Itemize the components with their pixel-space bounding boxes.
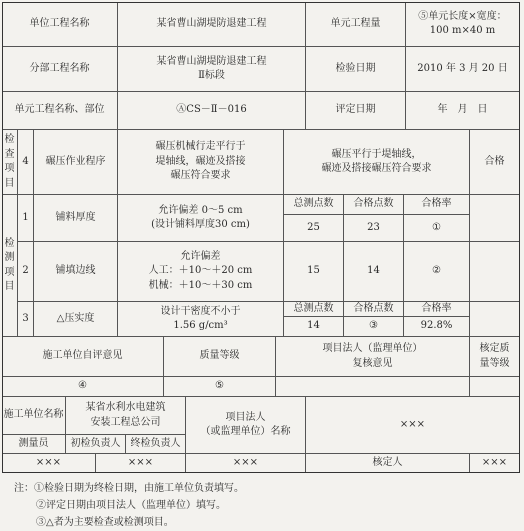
note-line: ③△者为主要检查或检测项目。 bbox=[36, 517, 174, 528]
verified-grade-header: 核定质 量等级 bbox=[470, 337, 520, 377]
note-line: ②评定日期由项目法人（监理单位）填写。 bbox=[36, 500, 226, 511]
element-quantity-label: 单元工程量 bbox=[306, 2, 406, 47]
test-total-value: 15 bbox=[284, 242, 344, 302]
header-pass-points: 合格点数 bbox=[344, 195, 404, 215]
first-inspector-label: 初检负责人 bbox=[66, 435, 126, 454]
inspection-date-label: 检验日期 bbox=[306, 47, 406, 92]
test-rate-value: ② bbox=[404, 242, 470, 302]
test-grade-empty bbox=[470, 302, 520, 337]
test-total-value: 14 bbox=[284, 317, 344, 337]
element-name-label: 单元工程名称、部位 bbox=[2, 92, 118, 130]
self-eval-value: ④ bbox=[2, 377, 164, 397]
check-category: 检 查 项 目 bbox=[2, 130, 18, 195]
element-quantity-value: ⑤单元长度×宽度： 100 m×40 m bbox=[406, 2, 520, 47]
quality-grade-value: ⑤ bbox=[164, 377, 276, 397]
surveyor-value: ××× bbox=[2, 454, 96, 473]
test-category: 检 测 项 目 bbox=[2, 195, 18, 337]
test-item-no: 3 bbox=[18, 302, 34, 337]
header-total-points: 总测点数 bbox=[284, 195, 344, 215]
final-inspector-value: ××× bbox=[186, 454, 306, 473]
element-name-value: ⒶCS－Ⅱ－016 bbox=[118, 92, 306, 130]
test-grade-empty bbox=[470, 195, 520, 242]
final-inspector-label: 终检负责人 bbox=[126, 435, 186, 454]
test-grade-empty bbox=[470, 242, 520, 302]
self-eval-header: 施工单位自评意见 bbox=[2, 337, 164, 377]
test-pass-value: ③ bbox=[344, 317, 404, 337]
header-pass-rate: 合格率 bbox=[404, 302, 470, 317]
ratifier-label: 核定人 bbox=[306, 454, 470, 473]
sub-project-value: 某省曹山湖堤防退建工程 Ⅱ标段 bbox=[118, 47, 306, 92]
first-inspector-value: ××× bbox=[96, 454, 186, 473]
test-item-no: 2 bbox=[18, 242, 34, 302]
owner-value: ××× bbox=[306, 397, 520, 454]
check-item-result: 碾压平行于堤轴线， 碾迹及搭接碾压符合要求 bbox=[284, 130, 470, 195]
review-value bbox=[276, 377, 470, 397]
check-item-name: 碾压作业程序 bbox=[34, 130, 118, 195]
header-pass-points: 合格点数 bbox=[344, 302, 404, 317]
verified-grade-value bbox=[470, 377, 520, 397]
quality-assessment-table bbox=[2, 2, 520, 473]
check-item-standard: 碾压机械行走平行于 堤轴线，碾迹及搭接 碾压符合要求 bbox=[118, 130, 284, 195]
test-pass-value: 14 bbox=[344, 242, 404, 302]
inspection-date-value: 2010 年 3 月 20 日 bbox=[406, 47, 520, 92]
construction-unit-label: 施工单位名称 bbox=[2, 397, 66, 435]
construction-unit-value: 某省水利水电建筑 安装工程总公司 bbox=[66, 397, 186, 435]
note-line: 注：①检验日期为终检日期，由施工单位负责填写。 bbox=[14, 483, 244, 494]
test-pass-value: 23 bbox=[344, 215, 404, 242]
test-rate-value: ① bbox=[404, 215, 470, 242]
owner-label: 项目法人 （或监理单位）名称 bbox=[186, 397, 306, 454]
surveyor-label: 测量员 bbox=[2, 435, 66, 454]
assess-date-label: 评定日期 bbox=[306, 92, 406, 130]
sub-project-label: 分部工程名称 bbox=[2, 47, 118, 92]
test-item-name: 铺料厚度 bbox=[34, 195, 118, 242]
notes bbox=[14, 480, 244, 531]
test-total-value: 25 bbox=[284, 215, 344, 242]
assess-date-value: 年 月 日 bbox=[406, 92, 520, 130]
test-item-standard: 允许偏差 0～5 cm (设计铺料厚度30 cm) bbox=[118, 195, 284, 242]
test-item-name: 铺填边线 bbox=[34, 242, 118, 302]
header-total-points: 总测点数 bbox=[284, 302, 344, 317]
ratifier-value: ××× bbox=[470, 454, 520, 473]
test-item-no: 1 bbox=[18, 195, 34, 242]
review-header: 项目法人（监理单位） 复核意见 bbox=[276, 337, 470, 377]
quality-grade-header: 质量等级 bbox=[164, 337, 276, 377]
test-item-standard: 设计干密度不小于 1.56 g/cm³ bbox=[118, 302, 284, 337]
check-item-no: 4 bbox=[18, 130, 34, 195]
test-rate-value: 92.8% bbox=[404, 317, 470, 337]
test-item-name: △压实度 bbox=[34, 302, 118, 337]
unit-project-label: 单位工程名称 bbox=[2, 2, 118, 47]
header-pass-rate: 合格率 bbox=[404, 195, 470, 215]
grade-header: 合格 bbox=[470, 130, 520, 195]
unit-project-value: 某省曹山湖堤防退建工程 bbox=[118, 2, 306, 47]
test-item-standard: 允许偏差 人工：＋10～＋20 cm 机械：＋10～＋30 cm bbox=[118, 242, 284, 302]
